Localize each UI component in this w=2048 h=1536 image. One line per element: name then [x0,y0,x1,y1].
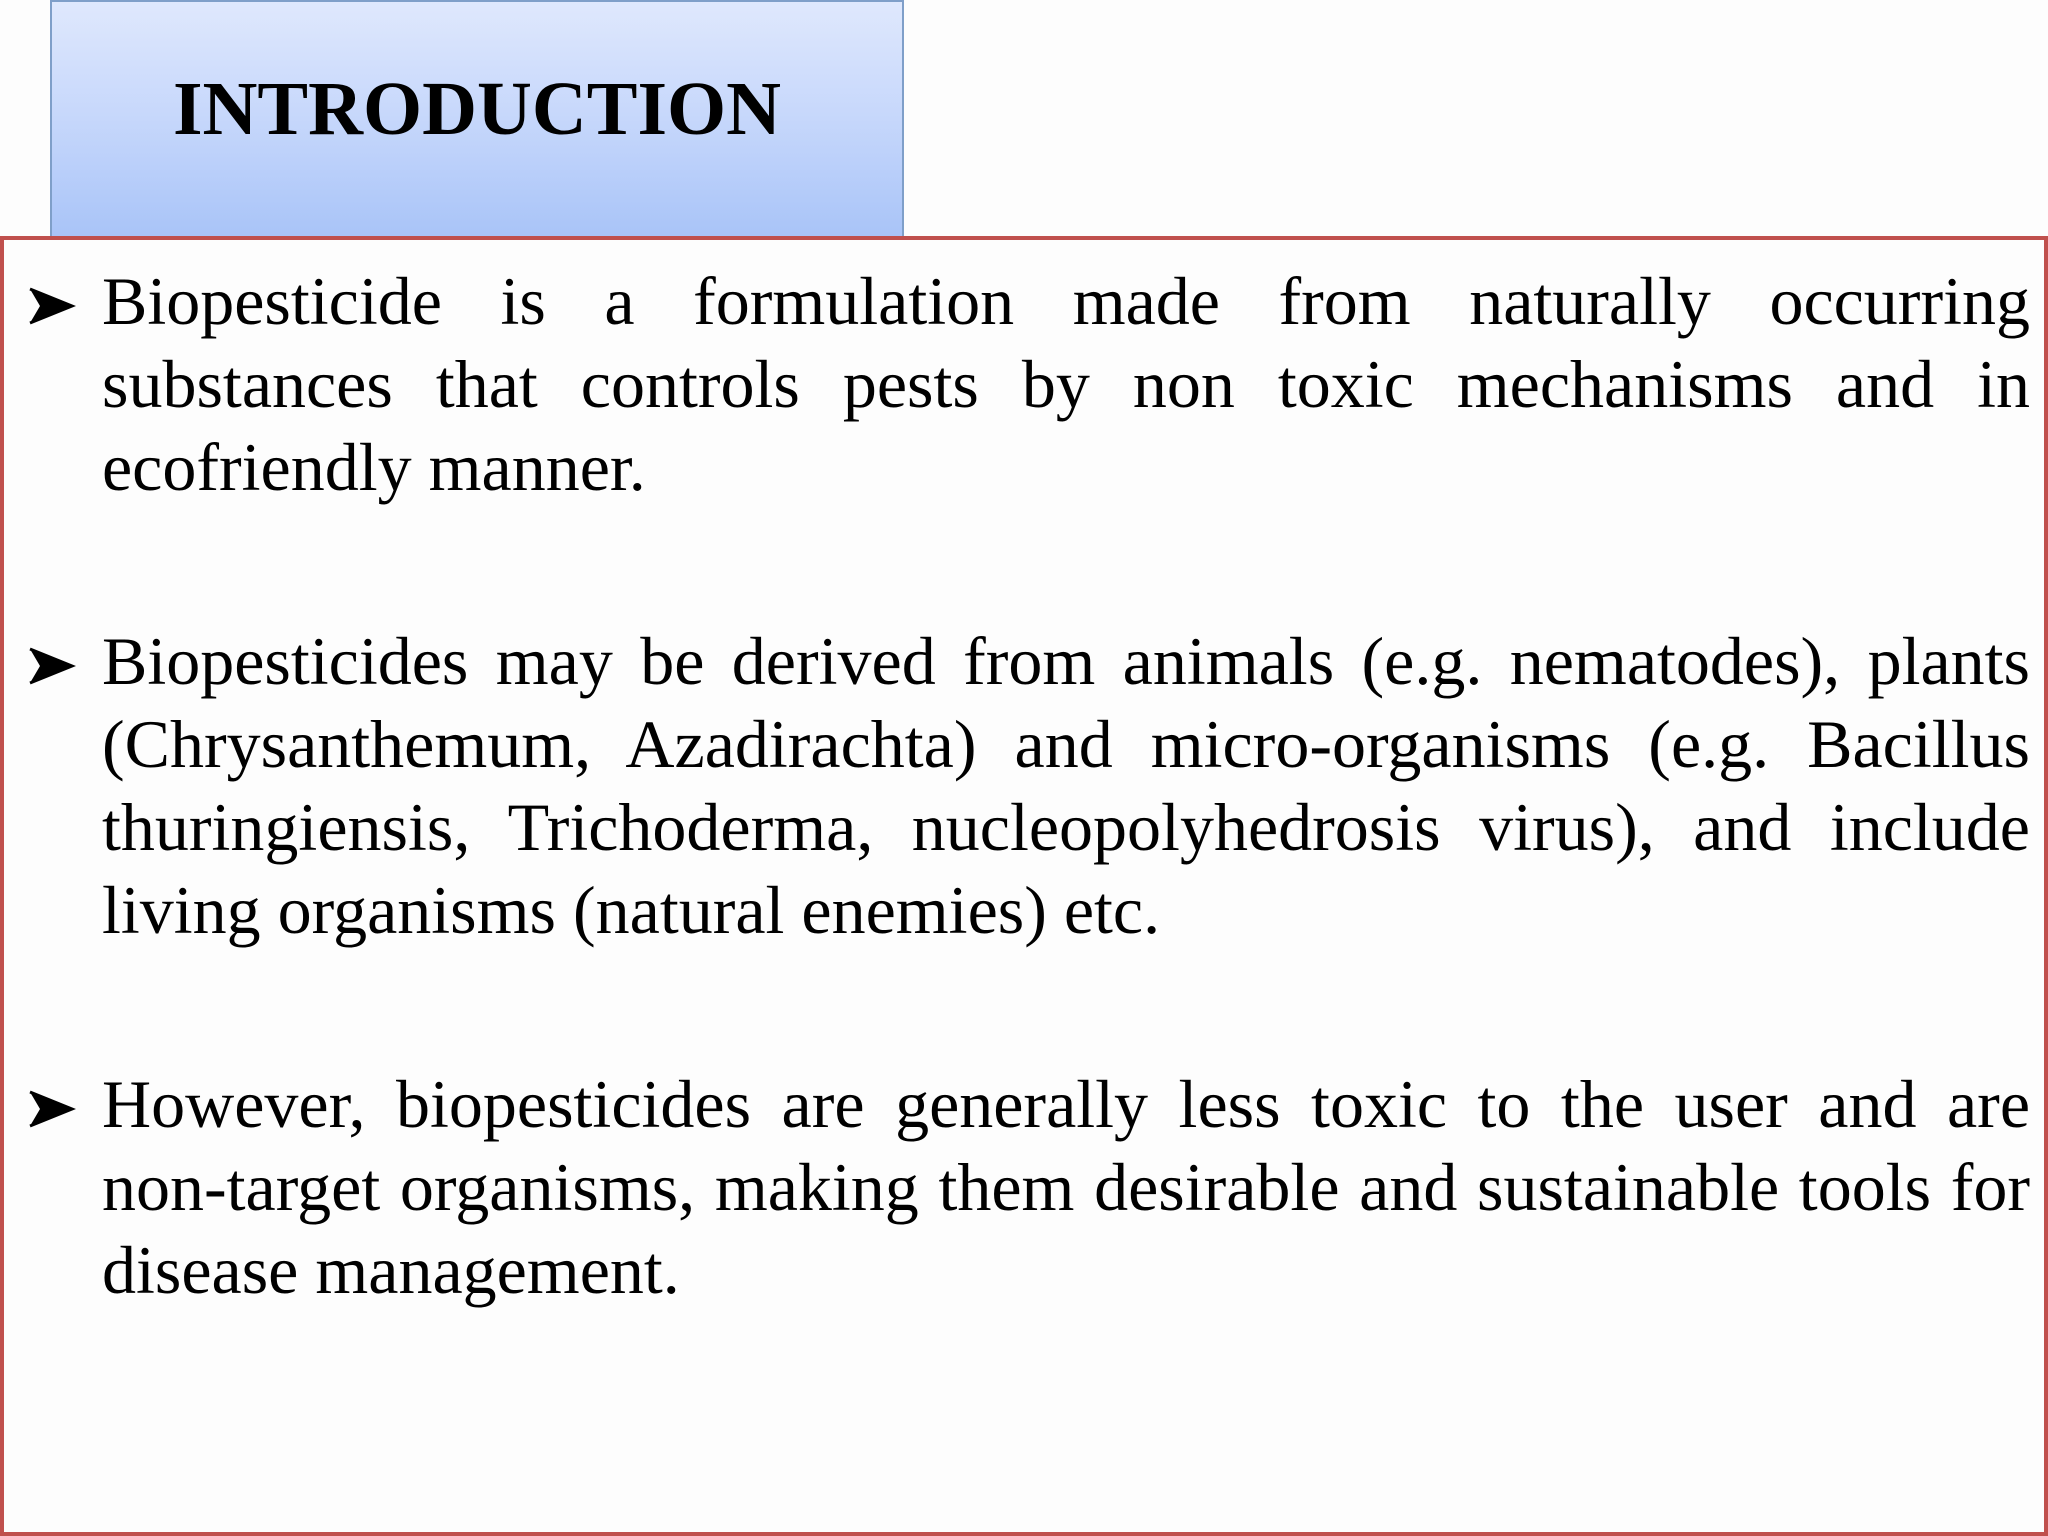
content-box [0,236,2048,1536]
bullet-text: Biopesticides may be derived from animals (e.g. nematodes), plants (Chrysanthemum, Azadirachta) and micro-organisms (e.g. Bacillus thuringiensis, Trichoderma, nucleopolyhedrosis virus), and include living organisms (natural enemies) etc. [102,623,2030,948]
bullet-text: Biopesticide is a formulation made from naturally occurring substances that controls pests by non toxic mechanisms and in ecofriendly manner. [102,263,2030,505]
arrow-bullet-icon [26,286,76,326]
arrow-bullet-icon [26,646,76,686]
bullet-text: However, biopesticides are generally less toxic to the user and are non-target organisms, making them desirable and sustainable tools for disease management. [102,1066,2030,1308]
arrow-bullet-icon [26,1089,76,1129]
slide-title: INTRODUCTION [172,66,782,151]
title-box [50,0,904,238]
